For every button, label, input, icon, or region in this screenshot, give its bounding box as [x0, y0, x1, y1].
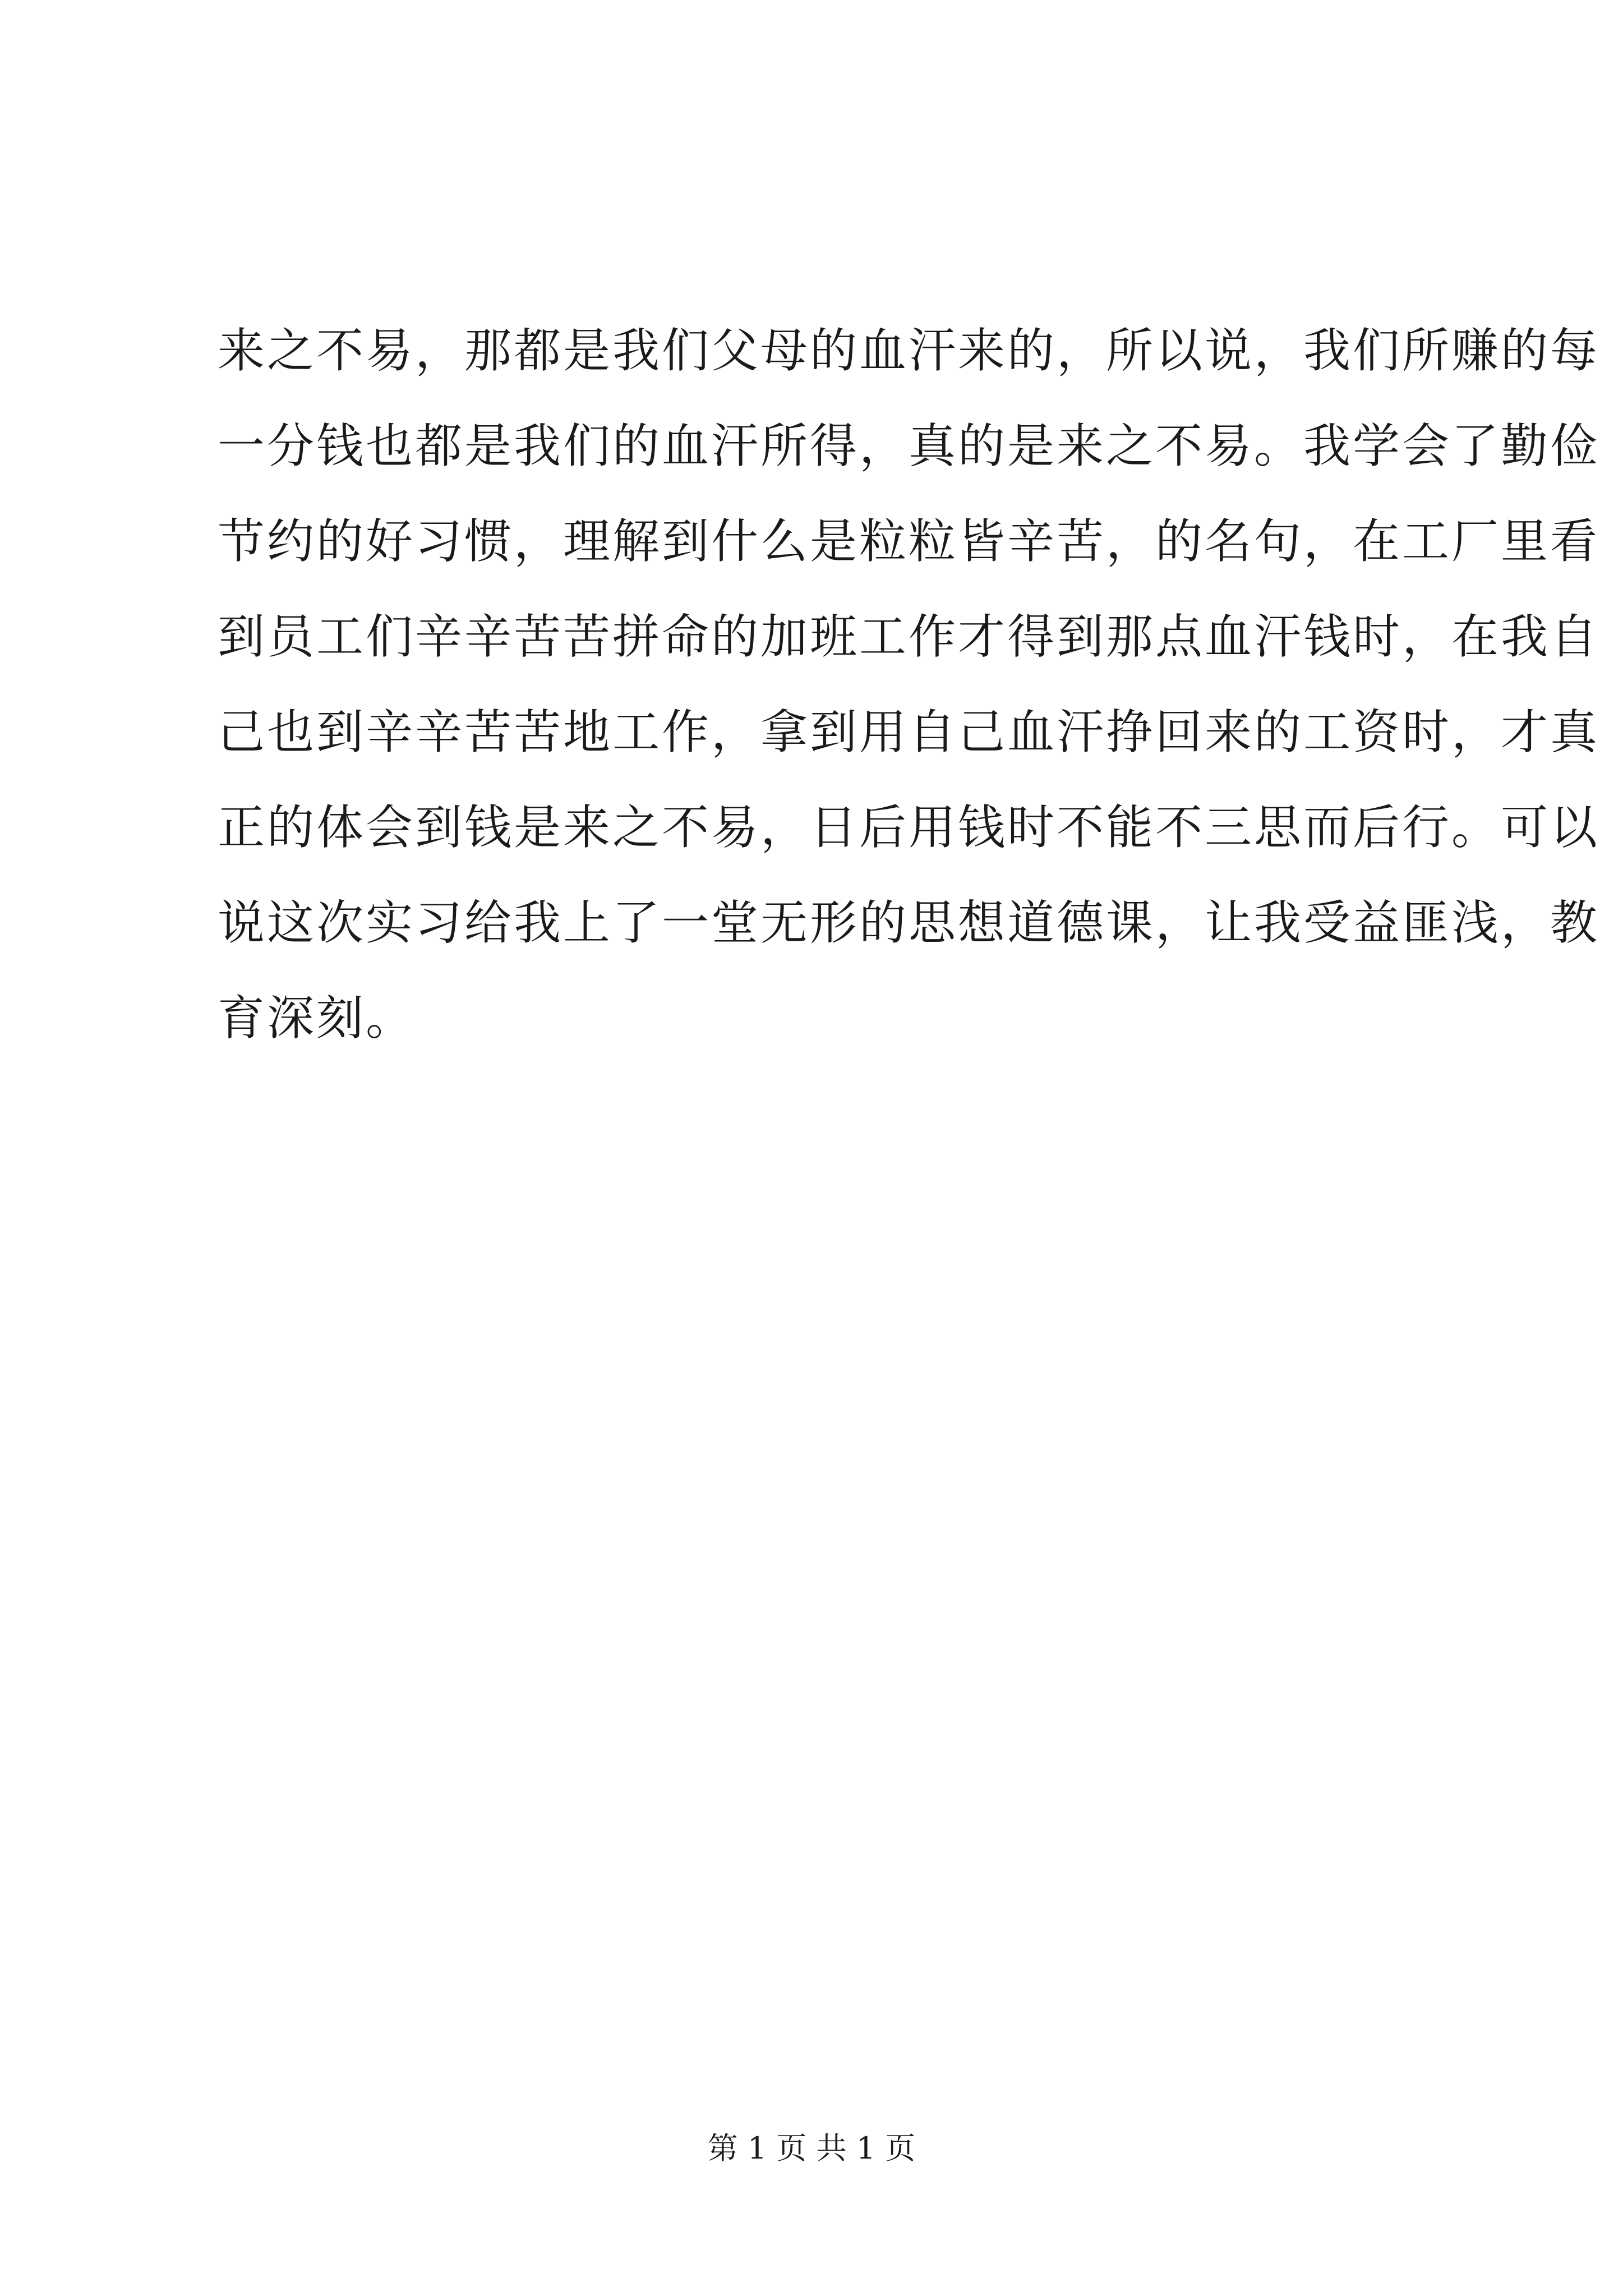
- text-line: 正的体会到钱是来之不易，日后用钱时不能不三思而后行。可以: [218, 800, 1600, 855]
- text-line: 己也到辛辛苦苦地工作，拿到用自己血汗挣回来的工资时，才真: [218, 705, 1600, 760]
- text-line: 到员工们辛辛苦苦拼命的加班工作才得到那点血汗钱时，在我自: [218, 609, 1600, 664]
- text-line: 一分钱也都是我们的血汗所得，真的是来之不易。我学会了勤俭: [218, 418, 1600, 473]
- page-number-footer: 第 1 页 共 1 页: [707, 2131, 916, 2166]
- text-line: 说这次实习给我上了一堂无形的思想道德课，让我受益匪浅，教: [218, 895, 1600, 950]
- text-line-last: 育深刻。: [218, 991, 416, 1046]
- body-paragraph: [218, 303, 1600, 1066]
- text-line: 来之不易，那都是我们父母的血汗来的，所以说，我们所赚的每: [218, 323, 1600, 378]
- text-line: 节约的好习惯，理解到什么是粒粒皆辛苦，的名句，在工厂里看: [218, 514, 1600, 569]
